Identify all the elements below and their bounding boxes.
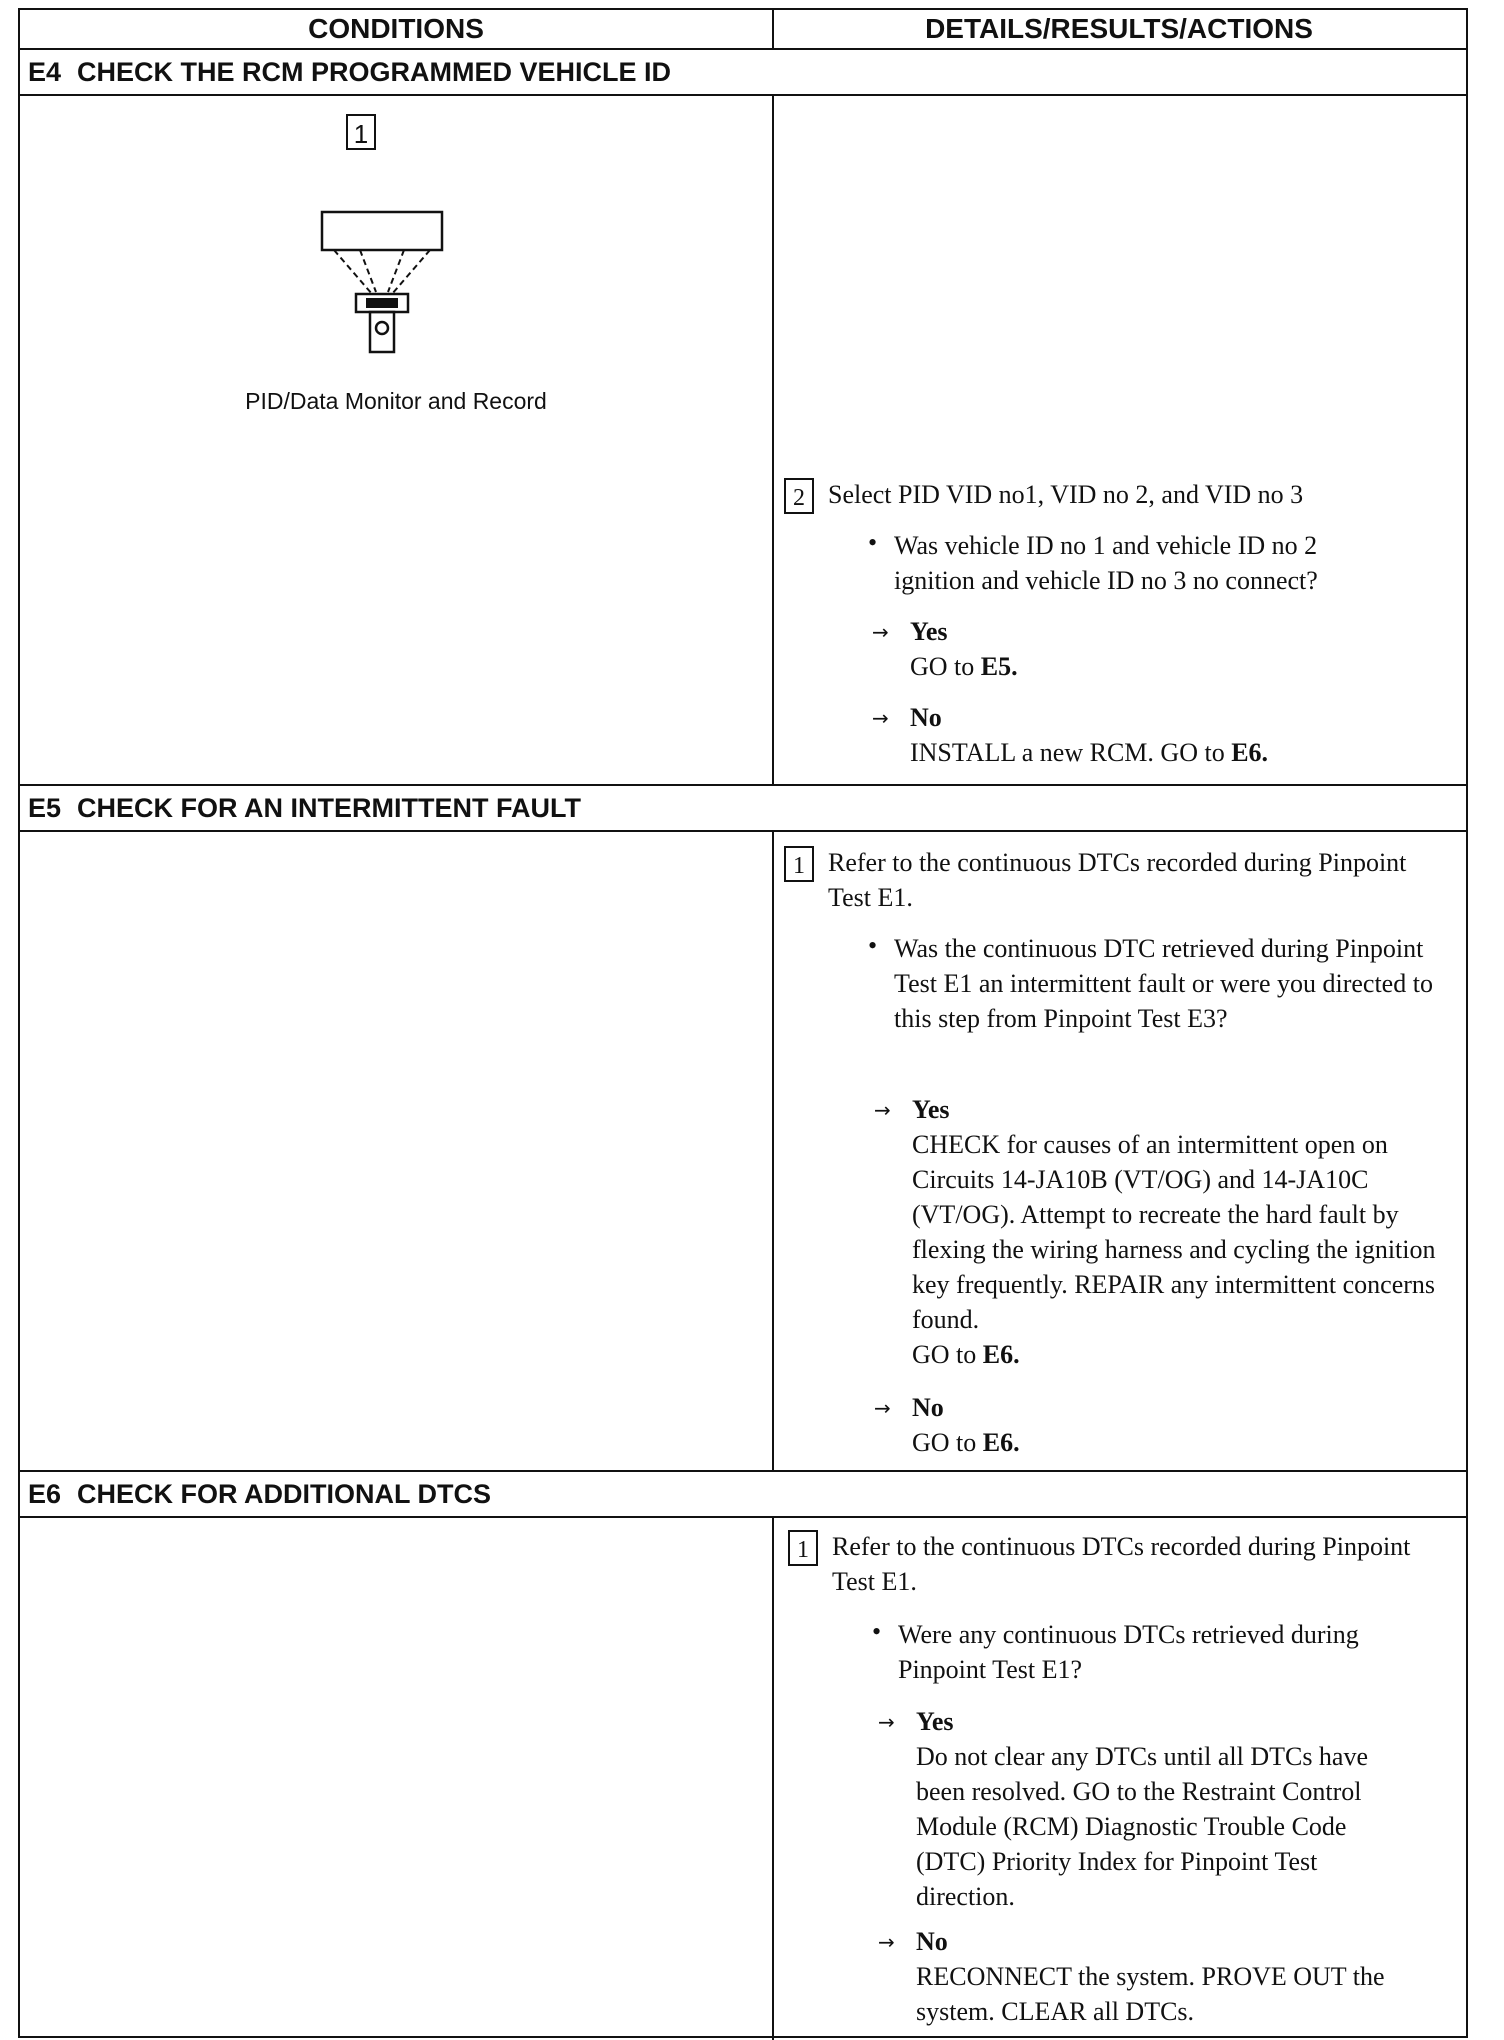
- step-number-box: 1: [346, 114, 376, 150]
- step-number-box: 2: [784, 478, 814, 514]
- divider: [20, 94, 1466, 96]
- action-goto: E6.: [982, 1340, 1020, 1369]
- no-action: RECONNECT the system. PROVE OUT the system. CLEAR all DTCs.: [916, 1962, 1385, 2026]
- no-label: No: [916, 1927, 948, 1956]
- section-id: E6: [28, 1479, 62, 1509]
- yes-label: Yes: [912, 1095, 950, 1124]
- section-id: E5: [28, 793, 62, 823]
- divider: [772, 94, 774, 784]
- no-label: No: [912, 1393, 944, 1422]
- conditions-header: CONDITIONS: [308, 13, 484, 44]
- right-arrow-icon: →: [874, 1098, 891, 1122]
- yes-action: Do not clear any DTCs until all DTCs have been resolved. GO to the Restraint Control Module (RCM) Diagnostic Trouble Code (DTC) Priority Index for Pinpoint Test direction.: [916, 1742, 1369, 1911]
- action-goto: E6.: [1231, 738, 1269, 767]
- section-heading: CHECK THE RCM PROGRAMMED VEHICLE ID: [77, 57, 672, 87]
- scan-tool-icon: [320, 210, 446, 360]
- action-goto: E6.: [982, 1428, 1020, 1457]
- no-label: No: [910, 703, 942, 732]
- section-title-e5: [28, 786, 581, 830]
- yes-action: CHECK for causes of an intermittent open on Circuits 14-JA10B (VT/OG) and 14-JA10C (VT/OG). Attempt to recreate the hard fault by flexing the wiring harness and cycling the ignition key frequently. REPAIR any intermittent concerns found.: [912, 1130, 1436, 1334]
- right-arrow-icon: →: [878, 1930, 895, 1954]
- yes-action: [910, 649, 1018, 684]
- step-number-box: 1: [788, 1530, 818, 1566]
- section-heading: CHECK FOR ADDITIONAL DTCS: [77, 1479, 492, 1509]
- step-question: Was vehicle ID no 1 and vehicle ID no 2 ignition and vehicle ID no 3 no connect?: [894, 531, 1318, 595]
- no-action: [912, 1425, 1020, 1460]
- yes-goto: [912, 1337, 1020, 1372]
- divider: [20, 1516, 1466, 1518]
- action-text: INSTALL a new RCM. GO to: [910, 738, 1232, 767]
- no-action: [910, 735, 1268, 770]
- divider: [772, 830, 774, 1470]
- divider: [772, 10, 774, 48]
- section-title-e4: [28, 50, 671, 94]
- step-instruction: Select PID VID no1, VID no 2, and VID no 3: [828, 480, 1304, 509]
- action-text: GO to: [910, 652, 981, 681]
- divider: [772, 1516, 774, 2040]
- right-arrow-icon: →: [872, 620, 889, 644]
- action-text: GO to: [912, 1428, 983, 1457]
- divider: [20, 830, 1466, 832]
- step-question: Were any continuous DTCs retrieved during Pinpoint Test E1?: [898, 1620, 1359, 1684]
- right-arrow-icon: →: [872, 706, 889, 730]
- step-instruction: Refer to the continuous DTCs recorded during Pinpoint Test E1.: [832, 1532, 1411, 1596]
- step-instruction: Refer to the continuous DTCs recorded during Pinpoint Test E1.: [828, 848, 1407, 912]
- section-title-e6: [28, 1472, 491, 1516]
- bullet-icon: •: [868, 931, 878, 960]
- yes-label: Yes: [916, 1707, 954, 1736]
- section-id: E4: [28, 57, 62, 87]
- right-arrow-icon: →: [878, 1710, 895, 1734]
- diagnostic-table: [18, 8, 1468, 2038]
- yes-label: Yes: [910, 617, 948, 646]
- bullet-icon: •: [868, 528, 878, 557]
- step-question: Was the continuous DTC retrieved during Pinpoint Test E1 an intermittent fault or were you directed to this step from Pinpoint Test E3?: [894, 934, 1433, 1033]
- action-goto: E5.: [980, 652, 1018, 681]
- bullet-icon: •: [872, 1617, 882, 1646]
- details-header: DETAILS/RESULTS/ACTIONS: [925, 13, 1313, 44]
- section-heading: CHECK FOR AN INTERMITTENT FAULT: [77, 793, 581, 823]
- step-number-box: 1: [784, 846, 814, 882]
- step-caption: PID/Data Monitor and Record: [245, 388, 547, 414]
- right-arrow-icon: →: [874, 1396, 891, 1420]
- action-text: GO to: [912, 1340, 983, 1369]
